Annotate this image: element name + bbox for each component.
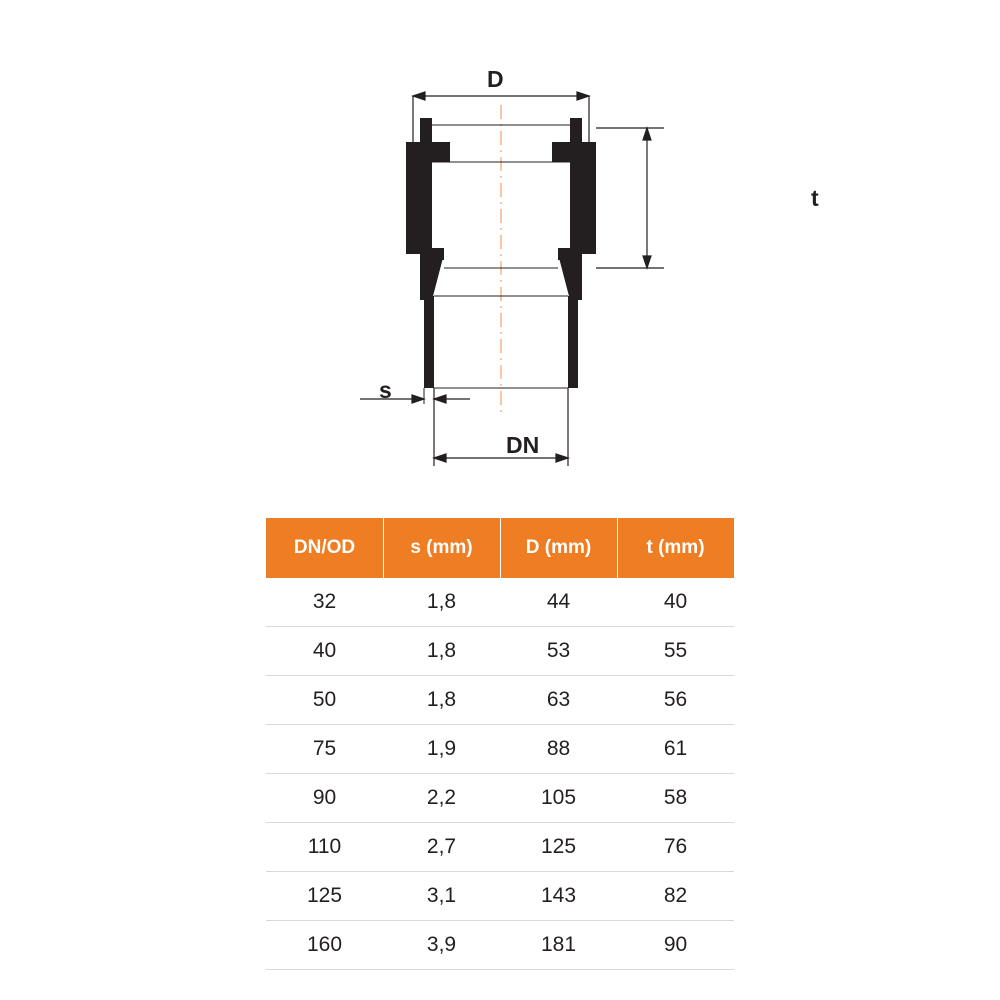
cell-t: 61 [617,725,734,774]
spec-table-body [266,578,734,970]
cell-s: 3,1 [383,872,500,921]
table-row [266,872,734,921]
cell-t: 82 [617,872,734,921]
label-outer-diameter: D [487,66,504,92]
cell-dn-od: 160 [266,921,383,970]
cell-dn-od: 32 [266,578,383,627]
cell-dn-od: 125 [266,872,383,921]
cell-dn-od: 50 [266,676,383,725]
cell-dn-od: 75 [266,725,383,774]
table-row [266,676,734,725]
label-socket-depth: t [811,185,819,211]
cell-t: 76 [617,823,734,872]
cell-t: 56 [617,676,734,725]
label-nominal-diameter: DN [506,432,540,458]
cell-s: 2,2 [383,774,500,823]
column-header-t: t (mm) [617,518,734,578]
cell-d: 143 [500,872,617,921]
cell-dn-od: 90 [266,774,383,823]
table-row [266,578,734,627]
column-header-dn-od: DN/OD [266,518,383,578]
cell-s: 1,8 [383,627,500,676]
table-row [266,627,734,676]
cell-d: 105 [500,774,617,823]
cell-s: 3,9 [383,921,500,970]
column-header-d: D (mm) [500,518,617,578]
cell-d: 63 [500,676,617,725]
cell-s: 2,7 [383,823,500,872]
cell-d: 53 [500,627,617,676]
table-row [266,774,734,823]
cell-t: 40 [617,578,734,627]
cell-dn-od: 110 [266,823,383,872]
cell-d: 44 [500,578,617,627]
table-header-row [266,518,734,578]
dimension-t [596,128,664,268]
spec-table [266,518,734,970]
cell-t: 58 [617,774,734,823]
cell-s: 1,9 [383,725,500,774]
cell-dn-od: 40 [266,627,383,676]
label-wall-thickness: s [379,377,392,403]
cell-d: 125 [500,823,617,872]
cell-s: 1,8 [383,578,500,627]
table-row [266,921,734,970]
cell-t: 90 [617,921,734,970]
spec-table-wrapper [266,518,734,970]
cell-s: 1,8 [383,676,500,725]
cell-d: 88 [500,725,617,774]
table-row [266,725,734,774]
spec-table-head [266,518,734,578]
column-header-s: s (mm) [383,518,500,578]
table-row [266,823,734,872]
dimension-s [360,388,470,404]
cell-t: 55 [617,627,734,676]
cell-d: 181 [500,921,617,970]
